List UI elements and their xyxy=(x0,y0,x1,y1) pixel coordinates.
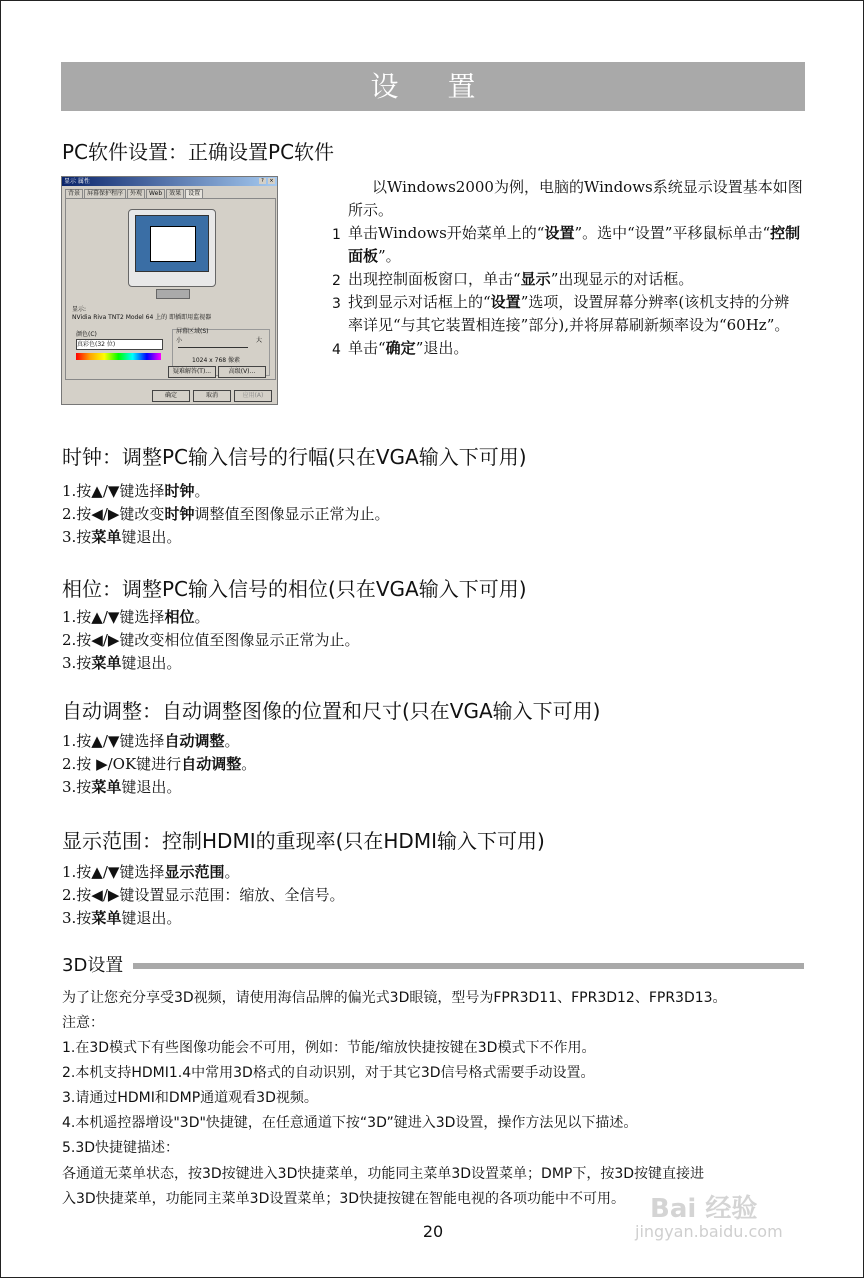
monitor-screen xyxy=(135,215,209,272)
colors-label: 颜色(C) xyxy=(76,331,97,338)
resolution-value: 1024 x 768 像素 xyxy=(192,357,240,364)
preview-window xyxy=(150,226,196,262)
large-label: 大 xyxy=(256,337,263,344)
advanced-button[interactable]: 高级(V)... xyxy=(218,366,266,378)
section-divider xyxy=(133,963,804,969)
tab-screensaver[interactable]: 屏幕保护程序 xyxy=(84,189,126,198)
close-icon[interactable]: × xyxy=(269,178,274,184)
phase-heading: 相位：调整PC输入信号的相位(只在VGA输入下可用) xyxy=(62,577,527,601)
tab-background[interactable]: 背景 xyxy=(65,189,83,198)
list-item: 2.按◀/▶键改变相位值至图像显示正常为止。 xyxy=(62,631,360,649)
small-label: 小 xyxy=(176,337,183,344)
list-item: 3.按菜单键退出。 xyxy=(62,778,182,796)
monitor-preview xyxy=(128,209,216,287)
pc-heading: PC软件设置：正确设置PC软件 xyxy=(62,140,335,164)
list-item: 3.按菜单键退出。 xyxy=(62,528,182,546)
tab-web[interactable]: Web xyxy=(146,189,165,198)
list-item: 1.按▲/▼键选择时钟。 xyxy=(62,482,210,500)
pc-instructions xyxy=(332,176,803,360)
tab-settings[interactable]: 设置 xyxy=(185,189,203,198)
3d-heading: 3D设置 xyxy=(62,955,124,976)
3d-desc-line-1: 各通道无菜单状态，按3D按键进入3D快捷菜单，功能同主菜单3D设置菜单；DMP下，按3D按键直接进 xyxy=(62,1166,705,1182)
display-range-heading: 显示范围：控制HDMI的重现率(只在HDMI输入下可用) xyxy=(62,829,545,853)
screen-area-label: 屏幕区域(S) xyxy=(176,328,209,335)
intro-text: 以Windows2000为例，电脑的Windows系统显示设置基本如图所示。 xyxy=(348,178,803,219)
display-value: NVidia Riva TNT2 Model 64 上的 即插即用监视器 xyxy=(72,314,212,321)
color-bar xyxy=(76,353,161,360)
list-item: 2.按◀/▶键改变时钟调整值至图像显示正常为止。 xyxy=(62,505,390,523)
phase-list xyxy=(62,606,359,675)
clock-list xyxy=(62,480,389,549)
step-4: 4 单击“确定”退出。 xyxy=(332,339,469,358)
step-1: 1 单击Windows开始菜单上的“设置”。选中“设置”平移鼠标单击“控制面板”。 xyxy=(332,224,801,265)
3d-note-3: 3.请通过HDMI和DMP通道观看3D视频。 xyxy=(62,1090,318,1106)
auto-adjust-list xyxy=(62,730,256,799)
list-item: 3.按菜单键退出。 xyxy=(62,654,182,672)
resolution-slider[interactable] xyxy=(178,347,248,348)
clock-heading: 时钟：调整PC输入信号的行幅(只在VGA输入下可用) xyxy=(62,445,527,469)
watermark-url: jingyan.baidu.com xyxy=(635,1222,783,1241)
ok-button[interactable]: 确定 xyxy=(152,390,190,402)
cancel-button[interactable]: 取消 xyxy=(193,390,231,402)
3d-note-5: 5.3D快捷键描述： xyxy=(62,1140,180,1156)
list-item: 1.按▲/▼键选择自动调整。 xyxy=(62,732,240,750)
display-range-list xyxy=(62,861,344,930)
3d-note-4: 4.本机遥控器增设"3D"快捷键，在任意通道下按“3D”键进入3D设置，操作方法见以下描述。 xyxy=(62,1115,638,1131)
display-properties-dialog xyxy=(61,176,278,405)
page-number: 20 xyxy=(422,1222,444,1241)
3d-note-1: 1.在3D模式下有些图像功能会不可用，例如：节能/缩放快捷按键在3D模式下不作用。 xyxy=(62,1040,596,1056)
list-item: 2.按◀/▶键设置显示范围：缩放、全信号。 xyxy=(62,886,345,904)
colors-select[interactable]: 真彩色(32 位) xyxy=(76,339,163,350)
3d-desc-line-2: 入3D快捷菜单，功能同主菜单3D设置菜单；3D快捷按键在智能电视的各项功能中不可用。 xyxy=(62,1191,626,1207)
auto-adjust-heading: 自动调整：自动调整图像的位置和尺寸(只在VGA输入下可用) xyxy=(62,699,601,723)
watermark-logo: Bai 经验 xyxy=(650,1194,758,1224)
list-item: 2.按 ▶/OK键进行自动调整。 xyxy=(62,755,257,773)
list-item: 1.按▲/▼键选择相位。 xyxy=(62,608,210,626)
tab-effects[interactable]: 效果 xyxy=(166,189,184,198)
apply-button[interactable]: 应用(A) xyxy=(234,390,272,402)
monitor-stand xyxy=(156,289,190,299)
page-title: 设 置 xyxy=(61,62,805,111)
3d-note-2: 2.本机支持HDMI1.4中常用3D格式的自动识别，对于其它3D信号格式需要手动设置。 xyxy=(62,1065,595,1081)
settings-panel xyxy=(65,198,276,380)
dialog-tabs xyxy=(65,189,204,198)
help-icon[interactable]: ? xyxy=(259,178,266,184)
troubleshoot-button[interactable]: 疑难解答(T)... xyxy=(168,366,216,378)
step-2: 2 出现控制面板窗口，单击“显示”出现显示的对话框。 xyxy=(332,270,694,289)
dialog-title: 显示 属性 xyxy=(64,178,90,185)
step-3: 3 找到显示对话框上的“设置”选项，设置屏幕分辨率(该机支持的分辨率详见“与其它装置相连接”部分),并将屏幕刷新频率设为“60Hz”。 xyxy=(332,293,790,334)
display-label: 显示: xyxy=(72,306,87,313)
dialog-titlebar xyxy=(62,177,277,186)
list-item: 1.按▲/▼键选择显示范围。 xyxy=(62,863,240,881)
3d-note-label: 注意： xyxy=(62,1015,104,1031)
3d-intro: 为了让您充分享受3D视频，请使用海信品牌的偏光式3D眼镜，型号为FPR3D11、FPR3D12、FPR3D13。 xyxy=(62,990,727,1006)
tab-appearance[interactable]: 外观 xyxy=(127,189,145,198)
list-item: 3.按菜单键退出。 xyxy=(62,909,182,927)
